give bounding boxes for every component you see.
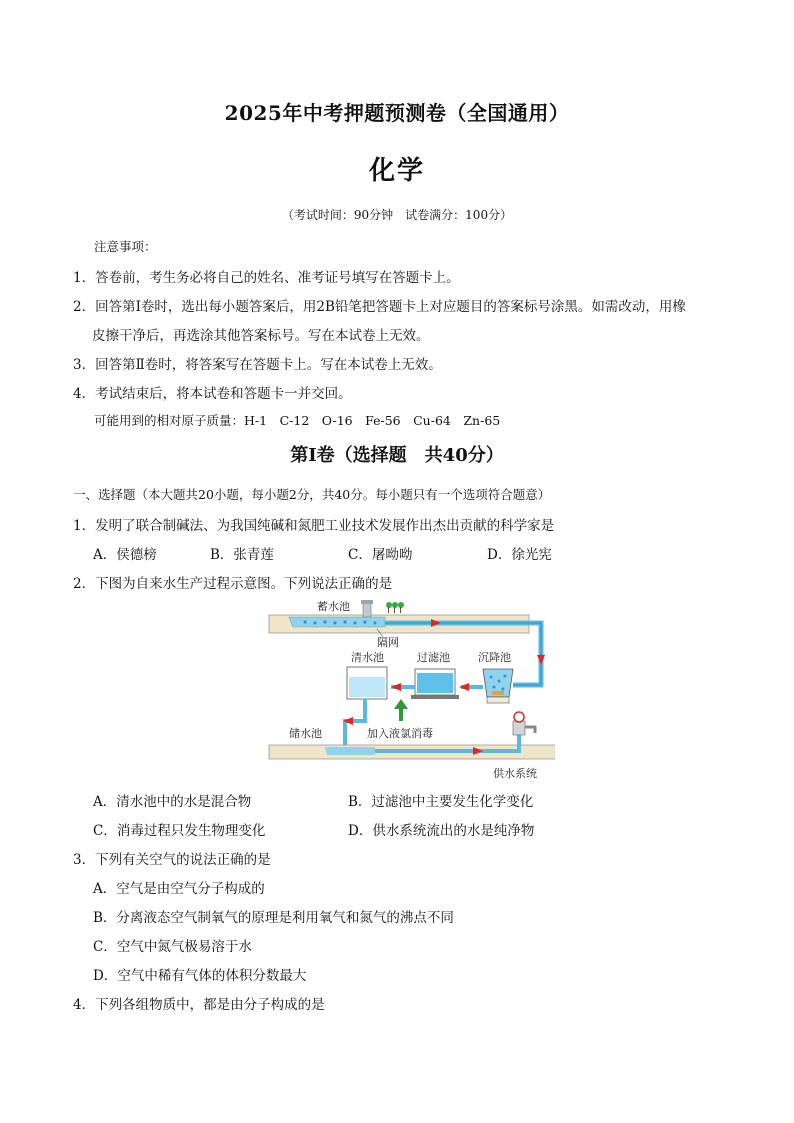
option-a: A．空气是由空气分子构成的: [93, 881, 265, 897]
label-storage-pool: 储水池: [289, 727, 322, 740]
option-d: D．空气中稀有气体的体积分数最大: [93, 968, 307, 984]
section-instruction: 一、选择题（本大题共20小题，每小题2分，共40分。每小题只有一个选项符合题意）: [73, 487, 551, 502]
option-d: D．徐光宪: [487, 547, 552, 563]
question-stem: 4．下列各组物质中，都是由分子构成的是: [73, 997, 325, 1013]
option-a: A．侯德榜: [93, 547, 157, 563]
option-c: C．消毒过程只发生物理变化: [93, 823, 266, 839]
arrow-down-icon: [537, 655, 545, 665]
label-settling-pool: 沉降池: [478, 651, 511, 664]
reservoir-water: [289, 617, 385, 627]
arrow-left-icon: [391, 683, 401, 691]
label-reservoir: 蓄水池: [317, 600, 350, 613]
notes-heading: 注意事项：: [94, 239, 157, 254]
option-b: B．张青莲: [210, 547, 274, 563]
arrow-up-icon: [394, 699, 408, 709]
note-item: 1．答卷前，考生务必将自己的姓名、准考证号填写在答题卡上。: [73, 270, 460, 286]
tap-icon: [513, 721, 525, 735]
option-b: B．过滤池中主要发生化学变化: [348, 794, 534, 810]
option-d: D．供水系统流出的水是纯净物: [348, 823, 535, 839]
label-filter-pool: 过滤池: [417, 651, 450, 664]
water-treatment-diagram: [265, 597, 555, 785]
question-stem: 1．发明了联合制碱法、为我国纯碱和氮肥工业技术发展作出杰出贡献的科学家是: [73, 518, 555, 534]
exam-subject: 化学: [368, 156, 425, 186]
label-chlorine: 加入液氯消毒: [367, 727, 433, 740]
label-clear-pool: 清水池: [351, 651, 384, 664]
note-item: 4．考试结束后，将本试卷和答题卡一并交回。: [73, 386, 352, 402]
question-stem: 2．下图为自来水生产过程示意图。下列说法正确的是: [73, 576, 393, 592]
option-b: B．分离液态空气制氧气的原理是利用氧气和氮气的沸点不同: [93, 910, 454, 926]
section-title: 第Ⅰ卷（选择题 共40分）: [290, 445, 504, 466]
note-item: 3．回答第Ⅱ卷时，将答案写在答题卡上。写在本试卷上无效。: [73, 357, 442, 373]
question-stem: 3．下列有关空气的说法正确的是: [73, 852, 271, 868]
option-a: A．清水池中的水是混合物: [93, 794, 252, 810]
label-screen: 隔网: [377, 636, 399, 649]
screen-cap: [361, 600, 373, 604]
atomic-mass: 可能用到的相对原子质量：H-1 C-12 O-16 Fe-56 Cu-64 Zn-65: [94, 413, 501, 428]
exam-info: （考试时间：90分钟 试卷满分：100分）: [281, 208, 513, 222]
label-supply: 供水系统: [493, 767, 537, 780]
option-c: C．空气中氮气极易溶于水: [93, 939, 252, 955]
note-item: 皮擦干净后，再选涂其他答案标号。写在本试卷上无效。: [92, 328, 430, 344]
exam-title: 2025年中考押题预测卷（全国通用）: [224, 101, 570, 125]
option-c: C．屠呦呦: [348, 547, 413, 563]
screen-tower: [363, 603, 371, 617]
arrow-left-icon: [459, 683, 469, 691]
note-item: 2．回答第Ⅰ卷时，选出每小题答案后，用2B铅笔把答题卡上对应题目的答案标号涂黑。如需改动，用橡: [73, 299, 686, 315]
